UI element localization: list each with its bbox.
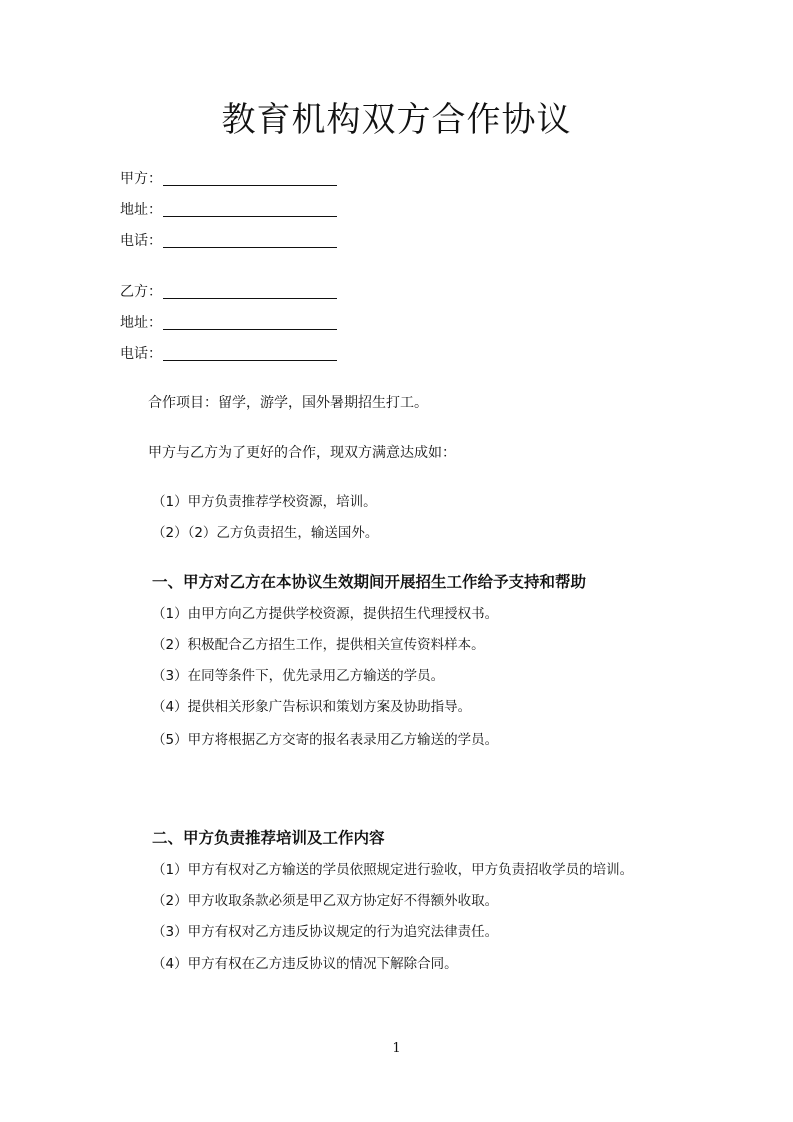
party-a-address-field: [120, 197, 337, 219]
section-2-item: （1）甲方有权对乙方输送的学员依照规定进行验收，甲方负责招收学员的培训。: [152, 862, 634, 878]
party-b-name-label: 乙方：: [120, 284, 162, 300]
party-a-address-label: 地址：: [120, 202, 162, 218]
party-b-name-field: [120, 279, 337, 301]
section-2-heading: 二、甲方负责推荐培训及工作内容: [152, 829, 385, 847]
party-a-address-blank: [163, 216, 337, 217]
section-1-item: （1）由甲方向乙方提供学校资源，提供招生代理授权书。: [152, 606, 499, 622]
party-b-phone-label: 电话：: [120, 346, 162, 362]
party-a-name-field: [120, 166, 337, 188]
party-a-phone-field: [120, 228, 337, 250]
party-a-name-blank: [163, 185, 337, 186]
page-number: 1: [392, 1041, 401, 1056]
party-b-address-blank: [163, 329, 337, 330]
term-item: （1）甲方负责推荐学校资源，培训。: [152, 494, 377, 510]
section-1-item: （3）在同等条件下，优先录用乙方输送的学员。: [152, 668, 445, 684]
section-1-item: （2）积极配合乙方招生工作，提供相关宣传资料样本。: [152, 637, 485, 653]
section-1-heading: 一、甲方对乙方在本协议生效期间开展招生工作给予支持和帮助: [152, 573, 587, 591]
document-title: 教育机构双方合作协议: [221, 100, 572, 140]
term-item: （2）（2）乙方负责招生，输送国外。: [152, 525, 379, 541]
section-1-item: （4）提供相关形象广告标识和策划方案及协助指导。: [152, 699, 472, 715]
party-b-address-label: 地址：: [120, 315, 162, 331]
party-a-phone-label: 电话：: [120, 233, 162, 249]
section-1-item: （5）甲方将根据乙方交寄的报名表录用乙方输送的学员。: [152, 732, 499, 748]
section-2-item: （3）甲方有权对乙方违反协议规定的行为追究法律责任。: [152, 924, 499, 940]
section-2-item: （4）甲方有权在乙方违反协议的情况下解除合同。: [152, 956, 458, 972]
party-b-address-field: [120, 310, 337, 332]
cooperation-project: 合作项目：留学，游学，国外暑期招生打工。: [148, 395, 428, 411]
section-2-item: （2）甲方收取条款必须是甲乙双方协定好不得额外收取。: [152, 893, 499, 909]
party-a-name-label: 甲方：: [120, 171, 162, 187]
agreement-intro: 甲方与乙方为了更好的合作，现双方满意达成如：: [148, 445, 456, 461]
party-a-phone-blank: [163, 247, 337, 248]
party-b-name-blank: [163, 298, 337, 299]
party-b-phone-blank: [163, 360, 337, 361]
party-b-phone-field: [120, 341, 337, 363]
